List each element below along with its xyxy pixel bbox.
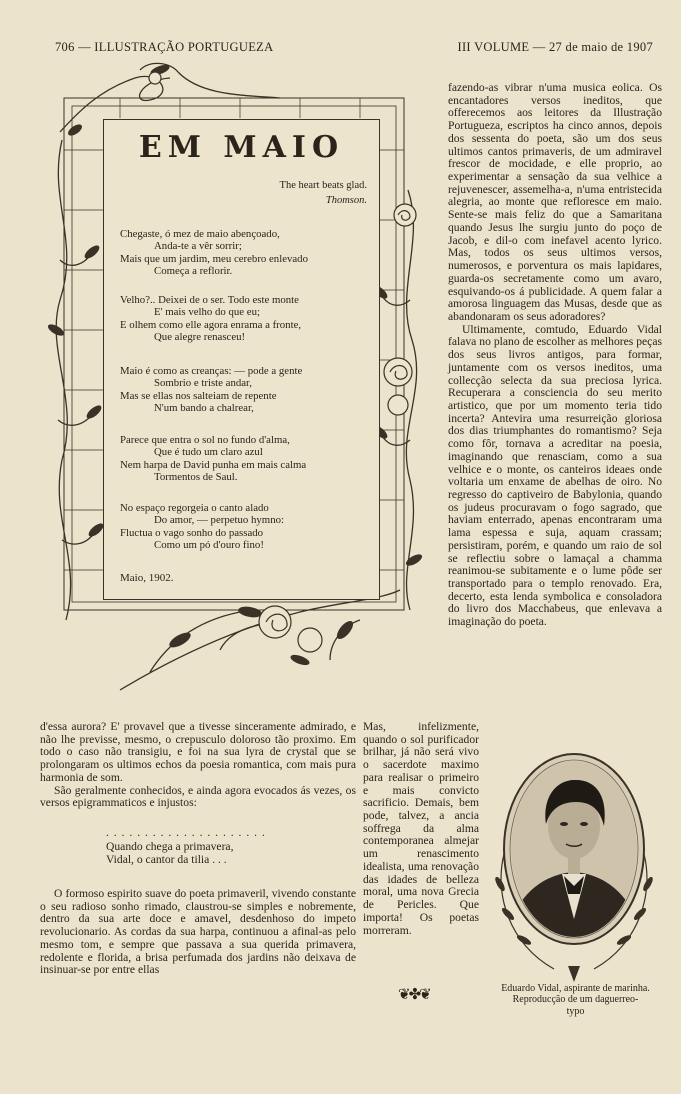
- poem-line: Mas se ellas nos salteiam de repente: [120, 389, 277, 402]
- verse-line: Vidal, o cantor da tilia . . .: [106, 853, 227, 866]
- poem-line: Fluctua o vago sonho do passado: [120, 526, 264, 539]
- paragraph: São geralmente conhecidos, e ainda agora evocados ás vezes, os versos epigrammaticos e injustos:: [40, 783, 356, 810]
- poem-panel: [103, 119, 380, 600]
- poem-date: Maio, 1902.: [120, 572, 174, 584]
- caption-line: Reproducção de um daguerreo-: [512, 994, 639, 1006]
- caption-line: Eduardo Vidal, aspirante de marinha.: [501, 983, 650, 994]
- paragraph: d'essa aurora? E' provavel que a tivesse sinceramente admirado, e não lhe previsse, mesmo, o crepusculo doloroso tão proximo. Em todo o caso não transigiu, e foi na sua lyra de crystal que se prolongaram os ultimos echos da poesia romantica, com mais pura harmonia de som.: [40, 720, 356, 784]
- poem-title: EM MAIO: [138, 130, 345, 165]
- paragraph: Mas, infelizmente, quando o sol purificador brilhar, já não será vivo o sacerdote maximo para realisar o primeiro e mais convicto sacrificio. Demais, bem pode, talvez, a ancia soffrega da alma contemporanea almejar um renascimento idealista, uma renovação das idades de belleza moral, uma nova Grecia de Pericles. Que importa! Os poetas morreram.: [363, 720, 479, 937]
- poem-line: Nem harpa de David punha em mais calma: [120, 458, 307, 471]
- end-ornament: ❦✤❦: [398, 987, 430, 1003]
- paragraph: Ultimamente, comtudo, Eduardo Vidal falava no plano de escolher as melhores peças dos seus livros antigos, para formar, juntamente com os versos ineditos, uma collecção selecta da sua preciosa lyrica. Recuperara a consciencia do seu merito artistico, que por um momento teria tido incerta? Antevira uma resurreição gloriosa dos dias triumphantes do romantismo? Seja como fôr, tornava a acreditar na poesia, imaginando que renasciam, como a sua velhice e o monte, os canteiros ideaes onde voltaria um enxame de abelhas de oiro. No regresso do captiveiro de Babylonia, quando os judeus procuravam o fogo sagrado, que haviam enterrado, apenas encontraram uma lama espessa e suja, aquam crassam; persistiram, porém, e quando um raio de sol se reflectiu sobre o lamaçal a chamma reanimou-se subitamente e o lume pôde ser transportado para o templo renovado. Era, decerto, esta lenda symbolica e consoladora do livro dos Macchabeus, que enlevava a imaginação do poeta.: [448, 322, 662, 629]
- paragraph: O formoso espirito suave do poeta primaveril, vivendo constante o seu radioso sonho rimado, claustrou-se simples e nobremente, dentro da sua arte doce e amavel, desdenhoso do impeto revolucionario. As cordas da sua harpa, continuou a afinal-as pelo mesmo tom, e sempre que passava a sua querida primavera, redolente e florida, a brisa perfumada dos jardins não deixava de insinuar-se por entre ellas: [40, 887, 356, 977]
- poem-line: Anda-te a vêr sorrir;: [154, 240, 242, 253]
- poem-stanza: [120, 228, 371, 278]
- poem-line: Maio é como as creanças: — pode a gente: [120, 365, 303, 377]
- poem-line: E' mais velho do que eu;: [154, 306, 260, 319]
- epigraph-source: Thomson.: [325, 195, 367, 206]
- poem-line: Como um pó d'ouro fino!: [154, 539, 264, 552]
- poem-line: Chegaste, ó mez de maio abençoado,: [120, 228, 280, 240]
- poem-line: Parece que entra o sol no fundo d'alma,: [120, 434, 290, 446]
- poem-line: Tormentos de Saul.: [154, 471, 238, 484]
- poem-line: Velho?.. Deixei de o ser. Todo este monte: [120, 294, 299, 306]
- article-right-column: [448, 82, 662, 629]
- verse-line: Quando chega a primavera,: [106, 839, 234, 853]
- poem-line: Começa a reflorir.: [154, 265, 233, 278]
- portrait-caption: [478, 983, 673, 1017]
- verse-ellipsis: . . . . . . . . . . . . . . . . . . . . .: [106, 826, 266, 839]
- page-header-right: III VOLUME — 27 de maio de 1907: [457, 40, 653, 54]
- portrait-illustration: [484, 744, 664, 984]
- poem-line: Sombrio e triste andar,: [154, 377, 252, 390]
- poem-stanza: [120, 294, 371, 344]
- paragraph: fazendo-as vibrar n'uma musica eolica. Os encantadores versos ineditos, que offerecemos aos leitores da Illustração Portugueza, escriptos ha cinco annos, depois dos sessenta do poeta, são um dos seus ultimos cantos primaveris, de um admiravel frescor de mocidade, e elle proprio, ao experimentar a sensação da sua velhice a rejuvenescer, assemelha-a, n'uma entristecida alegria, ao monte que refloresce em maio. Sente-se mais feliz do que a Samaritana quando Jesus lhe surgiu junto do poço de Jacob, e dil-o com inefavel acento lyrico. Mas, todos os seus ultimos versos, numerosos, e porventura os mais lapidares, guarda-os secretamente como um avaro, esquivando-os á publicidade. A quem falar a amorosa linguagem das Musas, desde que as abandonaram os seus adoradores?: [448, 81, 662, 323]
- poem-line: E olhem como elle agora enrama a fronte,: [120, 318, 302, 331]
- poem-line: Do amor, — perpetuo hymno:: [154, 514, 285, 527]
- poem-line: N'um bando a chalrear,: [154, 402, 254, 415]
- poem-stanza: [120, 502, 371, 552]
- caption-line: typo: [566, 1005, 585, 1017]
- poem-epigraph: [280, 178, 367, 208]
- poem-stanza: [120, 434, 371, 484]
- article-middle-column: [363, 721, 479, 937]
- quoted-verse: [106, 826, 266, 867]
- poem-stanza: [120, 365, 371, 415]
- poem-line: Mais que um jardim, meu cerebro enlevado: [120, 252, 308, 265]
- poem-line: No espaço regorgeia o canto alado: [120, 502, 269, 514]
- epigraph-text: The heart beats glad.: [279, 180, 367, 191]
- page-header-left: 706 — ILLUSTRAÇÃO PORTUGUEZA: [55, 40, 274, 54]
- daguerreotype-portrait: [484, 744, 664, 984]
- poem-line: Que alegre renasceu!: [154, 331, 246, 344]
- poem-line: Que é tudo um claro azul: [154, 446, 263, 459]
